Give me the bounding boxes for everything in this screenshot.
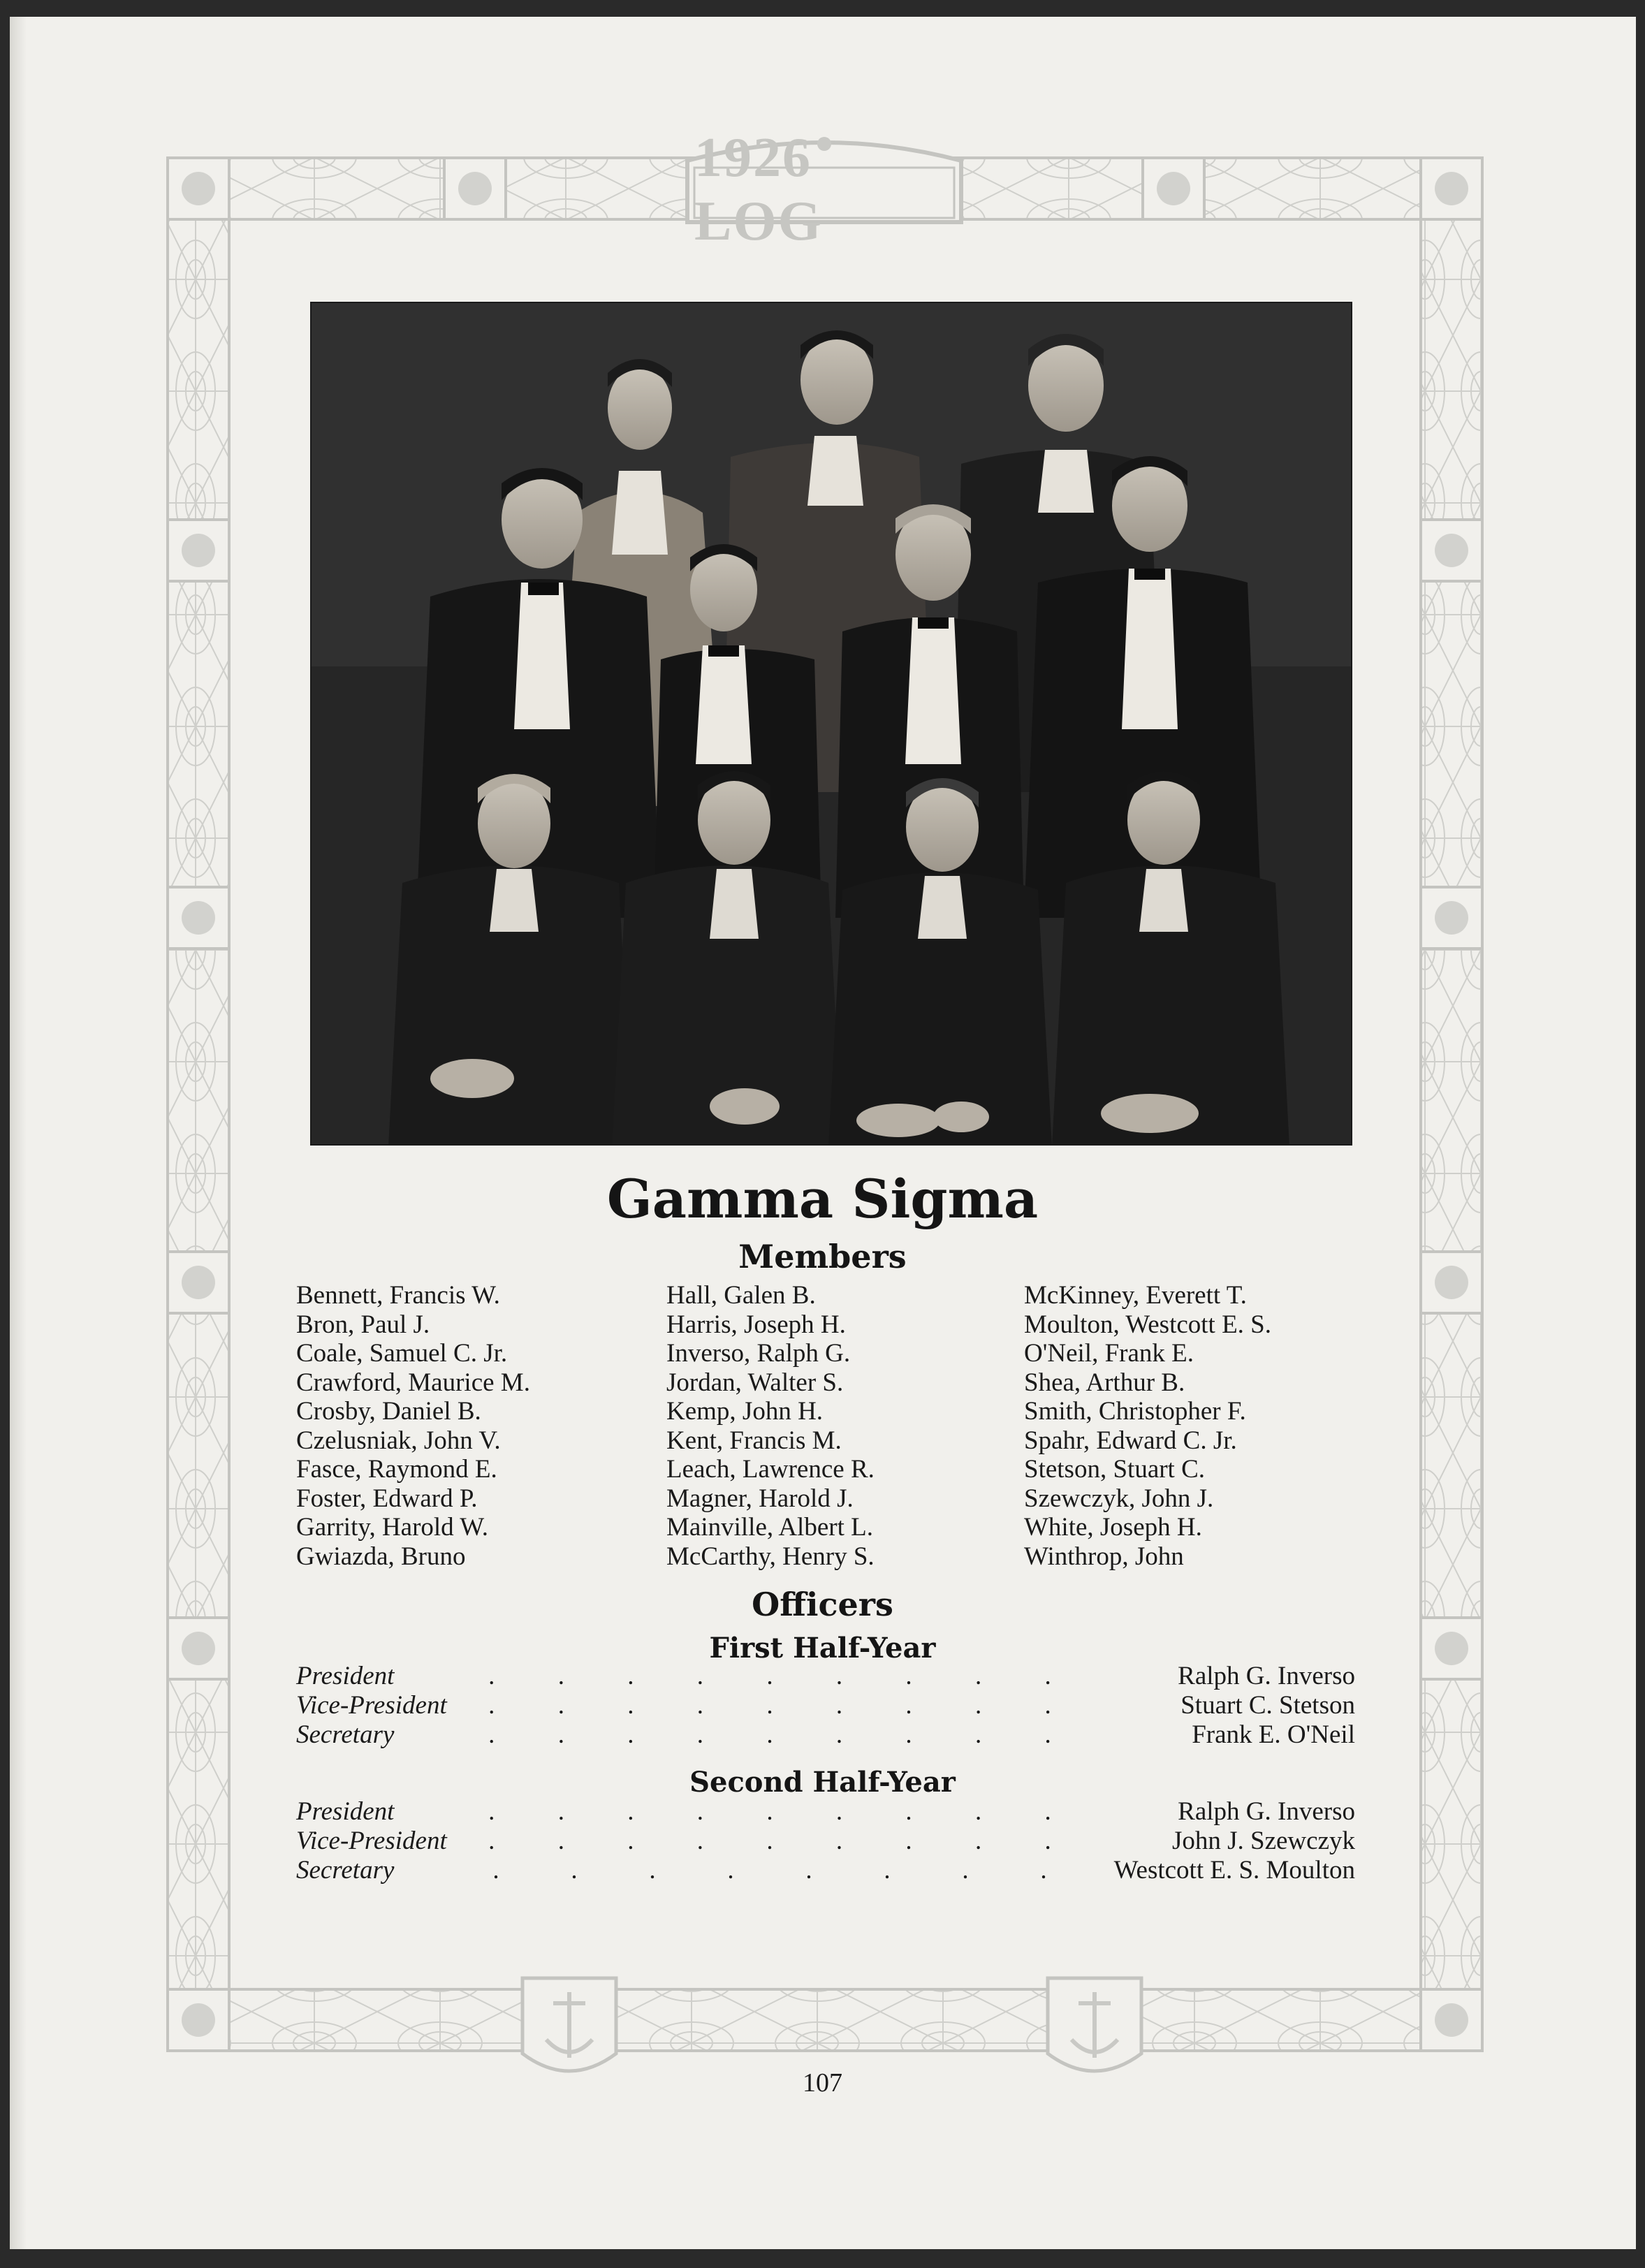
officer-role: President	[296, 1662, 395, 1690]
officer-row	[296, 1826, 1355, 1856]
members-heading: Members	[738, 1238, 907, 1275]
member-name: O'Neil, Frank E.	[1024, 1339, 1194, 1368]
member-name: Foster, Edward P.	[296, 1484, 478, 1513]
member-name: Coale, Samuel C. Jr.	[296, 1339, 508, 1368]
member-name: Shea, Arthur B.	[1024, 1368, 1185, 1397]
leader-dots: . . . . . . . .	[492, 1856, 1047, 1885]
officer-row	[296, 1690, 1355, 1720]
member-name: Winthrop, John	[1024, 1542, 1184, 1571]
officer-row	[296, 1661, 1355, 1691]
member-name: Smith, Christopher F.	[1024, 1397, 1246, 1426]
member-name: Leach, Lawrence R.	[666, 1455, 875, 1484]
members-column-3	[1024, 1281, 1271, 1571]
member-name: Magner, Harold J.	[666, 1484, 854, 1513]
member-name: Czelusniak, John V.	[296, 1426, 501, 1455]
officer-role: Vice-President	[296, 1827, 447, 1855]
member-name: Jordan, Walter S.	[666, 1368, 844, 1397]
leader-dots: . . . . . . . . .	[488, 1720, 1051, 1749]
group-photograph	[310, 302, 1352, 1146]
page-number: 107	[803, 2068, 842, 2098]
officer-role: Secretary	[296, 1856, 395, 1885]
officers-heading: Officers	[752, 1586, 893, 1623]
member-name: White, Joseph H.	[1024, 1513, 1202, 1542]
member-name: Bron, Paul J.	[296, 1310, 430, 1339]
member-name: Moulton, Westcott E. S.	[1024, 1310, 1272, 1339]
member-name: Hall, Galen B.	[666, 1281, 816, 1310]
page-title: Gamma Sigma	[606, 1168, 1039, 1230]
officer-row	[296, 1855, 1355, 1885]
officer-role: Secretary	[296, 1720, 395, 1749]
yearbook-header-title: 1926 LOG	[694, 127, 823, 252]
officer-name: John J. Szewczyk	[1171, 1827, 1355, 1855]
officer-name: Frank E. O'Neil	[1192, 1720, 1355, 1749]
officer-row	[296, 1797, 1355, 1827]
officer-name: Ralph G. Inverso	[1178, 1797, 1355, 1826]
member-name: Gwiazda, Bruno	[296, 1542, 466, 1571]
leader-dots: . . . . . . . . .	[488, 1662, 1051, 1690]
member-name: Crosby, Daniel B.	[296, 1397, 481, 1426]
member-name: Kent, Francis M.	[666, 1426, 842, 1455]
officer-name: Westcott E. S. Moulton	[1113, 1856, 1355, 1885]
leader-dots: . . . . . . . . .	[488, 1797, 1051, 1826]
member-name: Fasce, Raymond E.	[296, 1455, 497, 1484]
members-column-1	[296, 1281, 530, 1571]
member-name: Spahr, Edward C. Jr.	[1024, 1426, 1237, 1455]
second-half-year-heading: Second Half-Year	[689, 1766, 956, 1799]
member-name: Kemp, John H.	[666, 1397, 824, 1426]
member-name: Inverso, Ralph G.	[666, 1339, 851, 1368]
officer-role: President	[296, 1797, 395, 1826]
officer-name: Ralph G. Inverso	[1178, 1662, 1355, 1690]
member-name: Bennett, Francis W.	[296, 1281, 500, 1310]
member-name: Crawford, Maurice M.	[296, 1368, 530, 1397]
members-column-2	[666, 1281, 875, 1571]
first-half-year-heading: First Half-Year	[709, 1632, 936, 1665]
member-name: Mainville, Albert L.	[666, 1513, 873, 1542]
member-name: Stetson, Stuart C.	[1024, 1455, 1206, 1484]
member-name: McCarthy, Henry S.	[666, 1542, 875, 1571]
leader-dots: . . . . . . . . .	[488, 1827, 1051, 1855]
leader-dots: . . . . . . . . .	[488, 1691, 1051, 1720]
officer-role: Vice-President	[296, 1691, 447, 1720]
group-photograph-figures	[312, 303, 1352, 1146]
officer-row	[296, 1720, 1355, 1750]
officer-name: Stuart C. Stetson	[1180, 1691, 1355, 1720]
member-name: McKinney, Everett T.	[1024, 1281, 1247, 1310]
member-name: Szewczyk, John J.	[1024, 1484, 1214, 1513]
member-name: Harris, Joseph H.	[666, 1310, 846, 1339]
member-name: Garrity, Harold W.	[296, 1513, 489, 1542]
